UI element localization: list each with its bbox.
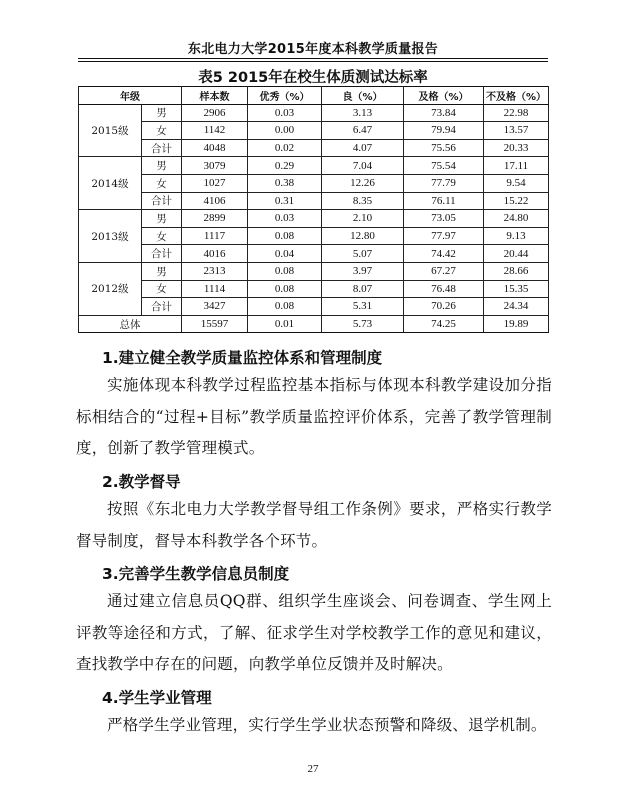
value-cell: 7.04 [322,157,404,175]
table-row [79,262,549,280]
value-cell: 12.80 [322,227,404,245]
value-cell: 0.31 [248,192,322,210]
value-cell: 8.07 [322,280,404,298]
value-cell: 5.31 [322,298,404,316]
value-cell: 15.22 [484,192,549,210]
value-cell: 12.26 [322,174,404,192]
value-cell: 3.13 [322,104,404,122]
section-4-body: 严格学生学业管理，实行学生学业状态预警和降级、退学机制。 [107,716,547,734]
total-value-cell: 15597 [182,315,248,333]
section-3-heading: 3.完善学生教学信息员制度 [102,565,290,583]
section-2-heading: 2.教学督导 [102,473,181,491]
grade-cell: 2012级 [79,262,142,315]
table-title: 表5 2015年在校生体质测试达标率 [198,70,428,86]
value-cell: 5.07 [322,245,404,263]
total-value-cell: 74.25 [404,315,484,333]
table-row [79,192,549,210]
value-cell: 75.56 [404,139,484,157]
value-cell: 77.79 [404,174,484,192]
fitness-test-table [78,86,549,333]
section-3-body: 通过建立信息员QQ群、组织学生座谈会、问卷调查、学生网上评教等途径和方式，了解、征求学生对学校教学工作的意见和建议，查找教学中存在的问题，向教学单位反馈并及时解决。 [76,592,552,673]
value-cell: 0.03 [248,104,322,122]
category-cell: 女 [142,227,182,245]
value-cell: 6.47 [322,122,404,140]
value-cell: 22.98 [484,104,549,122]
category-cell: 合计 [142,192,182,210]
category-cell: 男 [142,157,182,175]
category-cell: 合计 [142,139,182,157]
value-cell: 28.66 [484,262,549,280]
value-cell: 0.29 [248,157,322,175]
value-cell: 15.35 [484,280,549,298]
col-header-fail: 不及格（%） [484,87,549,105]
value-cell: 1114 [182,280,248,298]
value-cell: 4048 [182,139,248,157]
value-cell: 4016 [182,245,248,263]
value-cell: 73.05 [404,210,484,228]
value-cell: 3079 [182,157,248,175]
category-cell: 合计 [142,245,182,263]
category-cell: 女 [142,174,182,192]
table-row [79,157,549,175]
category-cell: 合计 [142,298,182,316]
value-cell: 3.97 [322,262,404,280]
value-cell: 4106 [182,192,248,210]
value-cell: 0.08 [248,262,322,280]
value-cell: 0.08 [248,280,322,298]
section-1-heading: 1.建立健全教学质量监控体系和管理制度 [102,349,383,367]
value-cell: 24.80 [484,210,549,228]
value-cell: 0.02 [248,139,322,157]
grade-cell: 2015级 [79,104,142,157]
value-cell: 1142 [182,122,248,140]
grade-cell: 2014级 [79,157,142,210]
header-rule [78,58,548,59]
value-cell: 74.42 [404,245,484,263]
total-value-cell: 5.73 [322,315,404,333]
value-cell: 0.08 [248,298,322,316]
total-value-cell: 0.01 [248,315,322,333]
header-rule-thin [78,61,548,62]
page-number: 27 [307,763,319,775]
value-cell: 2906 [182,104,248,122]
value-cell: 17.11 [484,157,549,175]
value-cell: 20.44 [484,245,549,263]
table-row [79,245,549,263]
grade-cell: 2013级 [79,210,142,263]
value-cell: 2.10 [322,210,404,228]
table-row [79,227,549,245]
table-row [79,122,549,140]
table-row [79,298,549,316]
value-cell: 76.11 [404,192,484,210]
value-cell: 0.04 [248,245,322,263]
value-cell: 0.00 [248,122,322,140]
value-cell: 67.27 [404,262,484,280]
table-row [79,139,549,157]
value-cell: 8.35 [322,192,404,210]
value-cell: 0.38 [248,174,322,192]
category-cell: 女 [142,280,182,298]
value-cell: 13.57 [484,122,549,140]
value-cell: 20.33 [484,139,549,157]
category-cell: 男 [142,104,182,122]
value-cell: 1027 [182,174,248,192]
col-header-sample-size: 样本数 [182,87,248,105]
value-cell: 1117 [182,227,248,245]
category-cell: 男 [142,210,182,228]
col-header-excellent: 优秀（%） [248,87,322,105]
col-header-pass: 及格（%） [404,87,484,105]
value-cell: 77.97 [404,227,484,245]
section-1-body: 实施体现本科教学过程监控基本指标与体现本科教学建设加分指标相结合的“过程+目标”教学质量监控评价体系，完善了教学管理制度，创新了教学管理模式。 [76,376,552,457]
section-4-heading: 4.学生学业管理 [102,689,212,707]
value-cell: 4.07 [322,139,404,157]
total-label-cell: 总体 [79,315,182,333]
table-row [79,104,549,122]
category-cell: 男 [142,262,182,280]
category-cell: 女 [142,122,182,140]
table-row-total [79,315,549,333]
value-cell: 9.13 [484,227,549,245]
value-cell: 3427 [182,298,248,316]
section-2-body: 按照《东北电力大学教学督导组工作条例》要求，严格实行教学督导制度，督导本科教学各个环节。 [76,500,552,550]
value-cell: 76.48 [404,280,484,298]
col-header-good: 良（%） [322,87,404,105]
value-cell: 79.94 [404,122,484,140]
value-cell: 0.08 [248,227,322,245]
col-header-grade: 年级 [79,87,182,105]
table-header-row [79,87,549,105]
value-cell: 73.84 [404,104,484,122]
table-row [79,210,549,228]
value-cell: 9.54 [484,174,549,192]
value-cell: 2899 [182,210,248,228]
page-header-title: 东北电力大学2015年度本科教学质量报告 [187,42,439,57]
total-value-cell: 19.89 [484,315,549,333]
value-cell: 2313 [182,262,248,280]
table-row [79,280,549,298]
value-cell: 75.54 [404,157,484,175]
table-row [79,174,549,192]
value-cell: 24.34 [484,298,549,316]
value-cell: 0.03 [248,210,322,228]
value-cell: 70.26 [404,298,484,316]
